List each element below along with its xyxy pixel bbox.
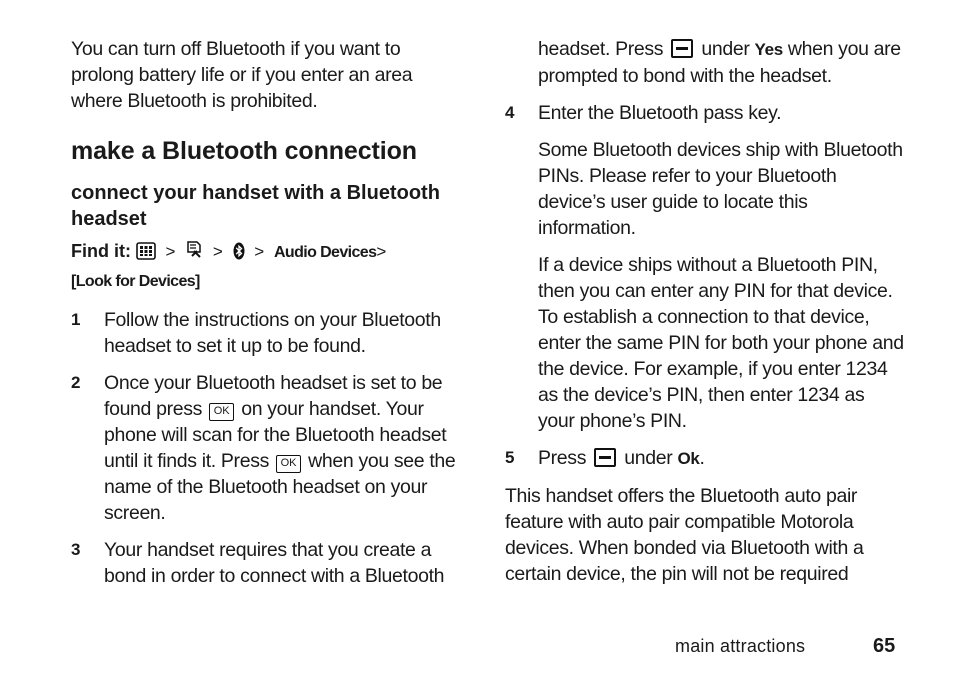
yes-command: Yes	[754, 40, 783, 59]
right-column	[505, 36, 905, 598]
footer-section-title: main attractions	[675, 636, 806, 656]
left-column	[71, 36, 466, 600]
path-separator: >	[376, 242, 387, 261]
find-it-path	[71, 238, 466, 295]
step-5: 5 Press under Ok.	[505, 447, 705, 469]
step-text: headset. Press	[538, 38, 664, 60]
page-number: 65	[873, 635, 896, 657]
look-for-devices-option: [Look for Devices]	[71, 273, 200, 290]
step-number: 5	[505, 448, 515, 467]
path-separator: >	[212, 242, 223, 261]
step-text: Enter the Bluetooth pass key.	[538, 102, 782, 124]
ok-key-icon: OK	[276, 455, 301, 473]
audio-devices-menu-item: Audio Devices	[273, 244, 377, 261]
step-3-continued	[505, 36, 905, 89]
path-separator: >	[254, 242, 265, 261]
intro-paragraph: You can turn off Bluetooth if you want to prolong battery life or if you enter an area where Bluetooth is prohibited.	[71, 38, 413, 112]
settings-tools-icon	[185, 240, 203, 268]
step-4-note-no-pin: If a device ships without a Bluetooth PIN, then you can enter any PIN for that device. To establish a connection to that device, enter the same PIN for both your phone and the device. For example, if you enter 1234 as the device’s PIN, then enter 1234 as your phone’s PIN.	[538, 254, 904, 432]
step-text: under	[701, 38, 750, 60]
menu-key-icon	[136, 242, 156, 268]
path-separator: >	[165, 242, 176, 261]
bluetooth-icon	[233, 242, 245, 268]
find-it-label: Find it:	[71, 241, 131, 261]
subsection-heading: connect your handset with a Bluetooth headset	[71, 182, 440, 230]
step-text: Once your Bluetooth headset is set to be found press	[104, 372, 443, 420]
ok-key-icon: OK	[209, 403, 234, 421]
step-text: Your handset requires that you create a bond in order to connect with a Bluetooth	[104, 539, 445, 587]
step-number: 4	[505, 103, 515, 122]
step-2	[71, 370, 466, 526]
step-number: 2	[71, 373, 81, 392]
step-text: on your handset. Your phone will scan for the Bluetooth headset until it finds it. Press	[104, 398, 447, 472]
step-1	[71, 307, 466, 359]
ok-command: Ok	[677, 449, 700, 468]
auto-pair-paragraph: This handset offers the Bluetooth auto pair feature with auto pair compatible Motorola devices. When bonded via Bluetooth with a certain device, the pin will not be required	[505, 485, 864, 585]
step-number: 1	[71, 310, 81, 329]
step-number: 3	[71, 540, 81, 559]
step-3	[71, 537, 466, 589]
soft-key-icon	[594, 448, 616, 467]
soft-key-icon	[671, 39, 693, 58]
step-text: when you are prompted to bond with the headset.	[538, 38, 901, 87]
step-text: when you see the name of the Bluetooth headset on your screen.	[104, 450, 456, 524]
step-text: Follow the instructions on your Bluetooth headset to set it up to be found.	[104, 309, 441, 357]
page-footer	[675, 633, 905, 661]
section-heading: make a Bluetooth connection	[71, 137, 417, 165]
step-text: under	[624, 447, 673, 469]
step-4	[505, 100, 905, 126]
step-4-note-pins: Some Bluetooth devices ship with Bluetooth PINs. Please refer to your Bluetooth device’s user guide to locate this information.	[538, 139, 903, 239]
step-text: Press	[538, 447, 587, 469]
